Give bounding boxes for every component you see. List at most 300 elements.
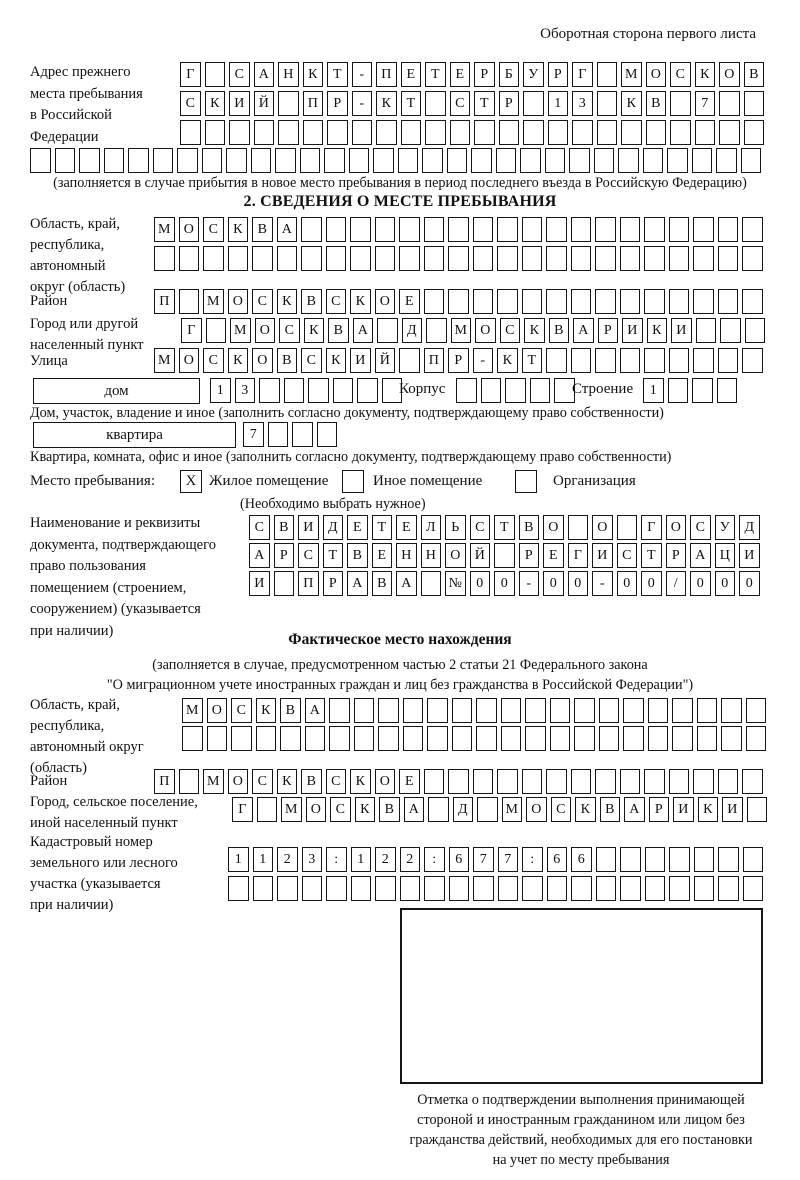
char-box[interactable]: М [203, 769, 224, 794]
char-box[interactable]: Р [649, 797, 670, 822]
char-box[interactable] [672, 726, 693, 751]
char-box[interactable]: 2 [400, 847, 421, 872]
char-box[interactable]: В [600, 797, 621, 822]
char-box[interactable]: Т [425, 62, 446, 87]
char-box[interactable]: С [450, 91, 471, 116]
char-box[interactable]: О [543, 515, 564, 540]
char-box[interactable]: 7 [243, 422, 264, 447]
char-box[interactable] [546, 769, 567, 794]
char-box[interactable]: К [376, 91, 397, 116]
char-box[interactable] [179, 769, 200, 794]
char-box[interactable]: А [396, 571, 417, 596]
char-box[interactable] [229, 120, 250, 145]
char-box[interactable]: : [424, 847, 445, 872]
char-box[interactable]: - [592, 571, 613, 596]
char-box[interactable] [203, 246, 224, 271]
char-box[interactable]: О [179, 348, 200, 373]
char-box[interactable] [523, 91, 544, 116]
char-box[interactable]: Р [323, 571, 344, 596]
char-box[interactable] [452, 726, 473, 751]
char-box[interactable] [546, 289, 567, 314]
char-box[interactable] [352, 120, 373, 145]
char-box[interactable] [620, 246, 641, 271]
char-box[interactable]: В [519, 515, 540, 540]
char-box[interactable] [494, 543, 515, 568]
char-box[interactable] [498, 876, 519, 901]
char-box[interactable] [669, 769, 690, 794]
char-box[interactable]: В [646, 91, 667, 116]
char-box[interactable]: 1 [228, 847, 249, 872]
char-box[interactable] [571, 217, 592, 242]
char-box[interactable] [329, 698, 350, 723]
char-box[interactable] [292, 422, 313, 447]
char-box[interactable] [693, 289, 714, 314]
char-box[interactable]: В [347, 543, 368, 568]
char-box[interactable] [373, 148, 394, 173]
char-box[interactable]: М [502, 797, 523, 822]
char-box[interactable]: Е [399, 769, 420, 794]
char-box[interactable] [427, 698, 448, 723]
char-box[interactable]: К [228, 348, 249, 373]
char-box[interactable]: А [254, 62, 275, 87]
char-box[interactable] [546, 246, 567, 271]
char-box[interactable]: В [252, 217, 273, 242]
char-box[interactable]: Т [401, 91, 422, 116]
char-box[interactable] [744, 91, 765, 116]
char-box[interactable] [471, 148, 492, 173]
char-box[interactable] [522, 289, 543, 314]
char-box[interactable] [522, 217, 543, 242]
char-box[interactable]: М [230, 318, 251, 343]
char-box[interactable] [572, 120, 593, 145]
char-box[interactable]: Ь [445, 515, 466, 540]
char-box[interactable] [522, 246, 543, 271]
char-box[interactable]: Д [402, 318, 423, 343]
char-box[interactable]: 0 [617, 571, 638, 596]
char-box[interactable]: А [249, 543, 270, 568]
char-box[interactable] [448, 289, 469, 314]
char-box[interactable]: В [744, 62, 765, 87]
char-box[interactable]: 7 [695, 91, 716, 116]
char-box[interactable]: С [500, 318, 521, 343]
char-box[interactable] [595, 348, 616, 373]
char-box[interactable]: С [249, 515, 270, 540]
char-box[interactable]: 1 [548, 91, 569, 116]
char-box[interactable]: 2 [277, 847, 298, 872]
char-box[interactable]: О [255, 318, 276, 343]
char-box[interactable]: К [277, 769, 298, 794]
char-box[interactable] [669, 348, 690, 373]
char-box[interactable] [425, 120, 446, 145]
char-box[interactable]: Г [568, 543, 589, 568]
char-box[interactable]: М [451, 318, 472, 343]
char-box[interactable] [401, 120, 422, 145]
char-box[interactable] [746, 726, 767, 751]
kvartira-field[interactable] [33, 422, 236, 448]
char-box[interactable]: 3 [572, 91, 593, 116]
char-box[interactable]: В [280, 698, 301, 723]
char-box[interactable]: А [690, 543, 711, 568]
char-box[interactable] [473, 246, 494, 271]
char-box[interactable]: 0 [739, 571, 760, 596]
char-box[interactable] [153, 148, 174, 173]
char-box[interactable]: 2 [375, 847, 396, 872]
char-box[interactable] [205, 120, 226, 145]
char-box[interactable] [259, 378, 280, 403]
char-box[interactable] [326, 217, 347, 242]
char-box[interactable] [595, 246, 616, 271]
char-box[interactable]: 7 [473, 847, 494, 872]
char-box[interactable] [206, 318, 227, 343]
char-box[interactable]: Ц [715, 543, 736, 568]
char-box[interactable]: / [666, 571, 687, 596]
char-box[interactable] [718, 246, 739, 271]
char-box[interactable] [179, 246, 200, 271]
char-box[interactable] [398, 148, 419, 173]
char-box[interactable] [672, 698, 693, 723]
char-box[interactable]: Д [323, 515, 344, 540]
char-box[interactable] [693, 348, 714, 373]
char-box[interactable] [300, 148, 321, 173]
char-box[interactable] [571, 289, 592, 314]
char-box[interactable]: С [301, 348, 322, 373]
char-box[interactable] [669, 217, 690, 242]
char-box[interactable]: Р [474, 62, 495, 87]
char-box[interactable] [354, 698, 375, 723]
char-box[interactable]: А [573, 318, 594, 343]
char-box[interactable]: Е [372, 543, 393, 568]
char-box[interactable]: У [523, 62, 544, 87]
char-box[interactable]: Л [421, 515, 442, 540]
char-box[interactable] [574, 698, 595, 723]
char-box[interactable]: Г [180, 62, 201, 87]
char-box[interactable] [301, 217, 322, 242]
char-box[interactable] [597, 120, 618, 145]
char-box[interactable]: Е [396, 515, 417, 540]
char-box[interactable]: А [305, 698, 326, 723]
char-box[interactable] [620, 769, 641, 794]
char-box[interactable]: - [473, 348, 494, 373]
char-box[interactable] [473, 289, 494, 314]
char-box[interactable] [596, 847, 617, 872]
char-box[interactable] [530, 378, 551, 403]
char-box[interactable] [305, 726, 326, 751]
char-box[interactable] [546, 217, 567, 242]
char-box[interactable]: - [352, 62, 373, 87]
char-box[interactable]: К [497, 348, 518, 373]
char-box[interactable]: К [524, 318, 545, 343]
char-box[interactable] [350, 246, 371, 271]
char-box[interactable]: С [231, 698, 252, 723]
char-box[interactable]: О [592, 515, 613, 540]
char-box[interactable] [595, 769, 616, 794]
char-box[interactable] [746, 698, 767, 723]
char-box[interactable]: К [698, 797, 719, 822]
char-box[interactable] [424, 246, 445, 271]
char-box[interactable]: К [256, 698, 277, 723]
char-box[interactable]: К [228, 217, 249, 242]
char-box[interactable] [718, 348, 739, 373]
char-box[interactable] [422, 148, 443, 173]
char-box[interactable] [254, 120, 275, 145]
char-box[interactable] [284, 378, 305, 403]
char-box[interactable] [623, 726, 644, 751]
char-box[interactable] [425, 91, 446, 116]
char-box[interactable]: № [445, 571, 466, 596]
char-box[interactable] [742, 217, 763, 242]
char-box[interactable] [571, 769, 592, 794]
char-box[interactable]: В [372, 571, 393, 596]
char-box[interactable] [275, 148, 296, 173]
char-box[interactable] [496, 148, 517, 173]
char-box[interactable]: А [353, 318, 374, 343]
char-box[interactable]: И [722, 797, 743, 822]
char-box[interactable] [644, 217, 665, 242]
char-box[interactable]: С [180, 91, 201, 116]
char-box[interactable] [497, 289, 518, 314]
char-box[interactable] [333, 378, 354, 403]
char-box[interactable]: С [551, 797, 572, 822]
char-box[interactable]: Й [254, 91, 275, 116]
char-box[interactable]: Е [450, 62, 471, 87]
char-box[interactable]: О [475, 318, 496, 343]
char-box[interactable] [399, 246, 420, 271]
char-box[interactable] [618, 148, 639, 173]
char-box[interactable] [253, 876, 274, 901]
char-box[interactable]: М [182, 698, 203, 723]
char-box[interactable]: Р [274, 543, 295, 568]
char-box[interactable]: 0 [470, 571, 491, 596]
char-box[interactable]: М [154, 217, 175, 242]
char-box[interactable] [742, 289, 763, 314]
char-box[interactable] [326, 246, 347, 271]
char-box[interactable] [742, 769, 763, 794]
char-box[interactable]: Г [641, 515, 662, 540]
char-box[interactable]: : [326, 847, 347, 872]
char-box[interactable] [669, 876, 690, 901]
char-box[interactable] [670, 91, 691, 116]
char-box[interactable]: М [281, 797, 302, 822]
char-box[interactable] [399, 217, 420, 242]
char-box[interactable] [474, 120, 495, 145]
char-box[interactable] [747, 797, 768, 822]
char-box[interactable] [668, 378, 689, 403]
char-box[interactable] [599, 698, 620, 723]
char-box[interactable] [456, 378, 477, 403]
char-box[interactable]: Г [181, 318, 202, 343]
char-box[interactable] [231, 726, 252, 751]
char-box[interactable]: К [621, 91, 642, 116]
char-box[interactable] [421, 571, 442, 596]
char-box[interactable] [545, 148, 566, 173]
char-box[interactable] [268, 422, 289, 447]
char-box[interactable] [424, 289, 445, 314]
char-box[interactable] [376, 120, 397, 145]
char-box[interactable] [716, 148, 737, 173]
char-box[interactable] [30, 148, 51, 173]
char-box[interactable] [692, 148, 713, 173]
char-box[interactable] [717, 378, 738, 403]
char-box[interactable]: П [376, 62, 397, 87]
char-box[interactable]: М [203, 289, 224, 314]
char-box[interactable] [351, 876, 372, 901]
char-box[interactable] [251, 148, 272, 173]
char-box[interactable]: Р [548, 62, 569, 87]
char-box[interactable] [350, 217, 371, 242]
char-box[interactable] [697, 698, 718, 723]
char-box[interactable] [324, 148, 345, 173]
char-box[interactable] [403, 698, 424, 723]
char-box[interactable]: Е [399, 289, 420, 314]
char-box[interactable] [595, 289, 616, 314]
char-box[interactable] [693, 246, 714, 271]
char-box[interactable] [180, 120, 201, 145]
char-box[interactable]: К [277, 289, 298, 314]
char-box[interactable] [550, 726, 571, 751]
char-box[interactable] [302, 876, 323, 901]
char-box[interactable] [497, 217, 518, 242]
char-box[interactable]: - [352, 91, 373, 116]
char-box[interactable]: С [229, 62, 250, 87]
char-box[interactable]: П [424, 348, 445, 373]
char-box[interactable] [424, 217, 445, 242]
char-box[interactable]: К [355, 797, 376, 822]
char-box[interactable]: В [301, 769, 322, 794]
char-box[interactable] [742, 348, 763, 373]
char-box[interactable] [329, 726, 350, 751]
char-box[interactable]: Д [453, 797, 474, 822]
char-box[interactable] [473, 217, 494, 242]
char-box[interactable] [571, 348, 592, 373]
char-box[interactable]: К [205, 91, 226, 116]
char-box[interactable]: Е [401, 62, 422, 87]
char-box[interactable] [720, 318, 741, 343]
char-box[interactable]: 6 [449, 847, 470, 872]
char-box[interactable] [476, 726, 497, 751]
char-box[interactable]: С [252, 769, 273, 794]
char-box[interactable]: С [298, 543, 319, 568]
dom-field[interactable] [33, 378, 200, 404]
char-box[interactable] [375, 217, 396, 242]
char-box[interactable]: Т [522, 348, 543, 373]
char-box[interactable] [620, 217, 641, 242]
char-box[interactable]: 1 [253, 847, 274, 872]
char-box[interactable] [205, 62, 226, 87]
char-box[interactable] [719, 91, 740, 116]
char-box[interactable] [375, 876, 396, 901]
char-box[interactable]: Р [666, 543, 687, 568]
char-box[interactable]: С [279, 318, 300, 343]
char-box[interactable]: Т [641, 543, 662, 568]
char-box[interactable] [620, 289, 641, 314]
char-box[interactable]: Б [499, 62, 520, 87]
char-box[interactable]: Н [278, 62, 299, 87]
char-box[interactable] [476, 698, 497, 723]
char-box[interactable] [721, 726, 742, 751]
char-box[interactable]: Н [421, 543, 442, 568]
char-box[interactable] [743, 847, 764, 872]
char-box[interactable] [377, 318, 398, 343]
char-box[interactable]: С [617, 543, 638, 568]
char-box[interactable] [452, 698, 473, 723]
char-box[interactable] [669, 847, 690, 872]
char-box[interactable]: К [647, 318, 668, 343]
char-box[interactable] [648, 726, 669, 751]
char-box[interactable] [473, 769, 494, 794]
char-box[interactable] [104, 148, 125, 173]
char-box[interactable] [550, 698, 571, 723]
char-box[interactable]: О [207, 698, 228, 723]
char-box[interactable] [280, 726, 301, 751]
char-box[interactable]: Г [572, 62, 593, 87]
char-box[interactable] [596, 876, 617, 901]
char-box[interactable] [718, 769, 739, 794]
char-box[interactable] [721, 698, 742, 723]
char-box[interactable]: 1 [351, 847, 372, 872]
char-box[interactable]: 3 [235, 378, 256, 403]
char-box[interactable] [744, 120, 765, 145]
char-box[interactable] [669, 289, 690, 314]
char-box[interactable] [207, 726, 228, 751]
char-box[interactable] [645, 847, 666, 872]
char-box[interactable]: С [203, 348, 224, 373]
char-box[interactable]: С [203, 217, 224, 242]
char-box[interactable] [646, 120, 667, 145]
char-box[interactable] [278, 91, 299, 116]
char-box[interactable]: Г [232, 797, 253, 822]
char-box[interactable]: С [330, 797, 351, 822]
char-box[interactable]: И [350, 348, 371, 373]
char-box[interactable] [694, 876, 715, 901]
char-box[interactable] [354, 726, 375, 751]
char-box[interactable]: О [666, 515, 687, 540]
char-box[interactable] [645, 876, 666, 901]
char-box[interactable]: В [277, 348, 298, 373]
char-box[interactable] [718, 217, 739, 242]
char-box[interactable] [693, 769, 714, 794]
char-box[interactable] [448, 769, 469, 794]
char-box[interactable]: О [252, 348, 273, 373]
char-box[interactable] [448, 246, 469, 271]
char-box[interactable] [648, 698, 669, 723]
char-box[interactable] [481, 378, 502, 403]
char-box[interactable]: В [301, 289, 322, 314]
char-box[interactable] [667, 148, 688, 173]
char-box[interactable]: О [526, 797, 547, 822]
char-box[interactable] [644, 348, 665, 373]
char-box[interactable]: А [404, 797, 425, 822]
char-box[interactable]: 0 [690, 571, 711, 596]
char-box[interactable]: О [228, 289, 249, 314]
char-box[interactable] [694, 847, 715, 872]
char-box[interactable] [745, 318, 766, 343]
char-box[interactable] [378, 698, 399, 723]
char-box[interactable] [303, 120, 324, 145]
char-box[interactable] [741, 148, 762, 173]
char-box[interactable] [447, 148, 468, 173]
char-box[interactable]: А [624, 797, 645, 822]
char-box[interactable] [569, 148, 590, 173]
char-box[interactable]: К [350, 289, 371, 314]
char-box[interactable] [695, 120, 716, 145]
char-box[interactable]: - [519, 571, 540, 596]
char-box[interactable]: Й [375, 348, 396, 373]
zhiloe-checkbox[interactable]: X [180, 470, 202, 493]
char-box[interactable] [718, 876, 739, 901]
char-box[interactable] [497, 769, 518, 794]
char-box[interactable]: К [304, 318, 325, 343]
char-box[interactable] [79, 148, 100, 173]
